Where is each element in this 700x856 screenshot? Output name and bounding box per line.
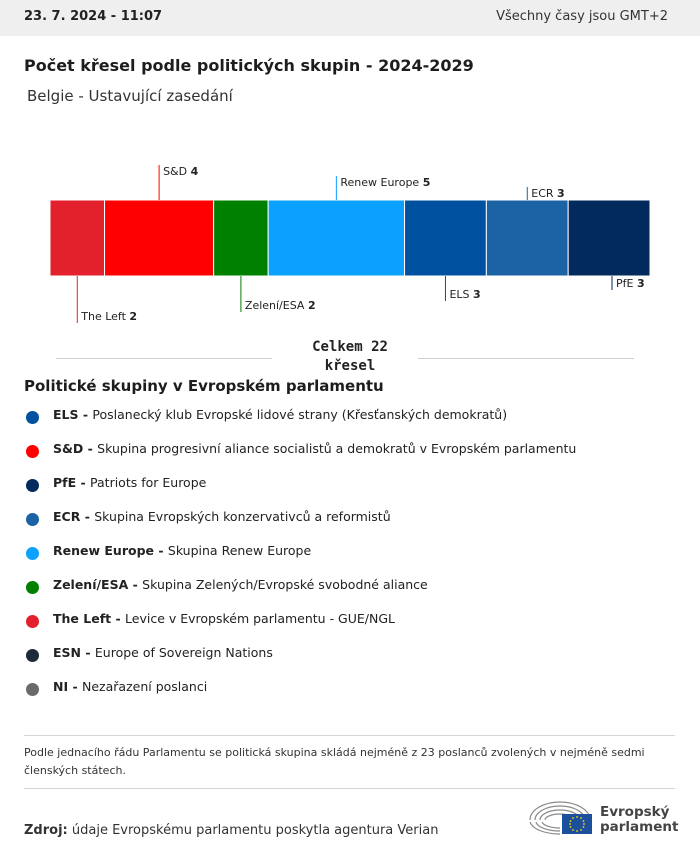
bar-els [405, 200, 487, 276]
data-label-s-d: S&D 4 [163, 165, 199, 178]
legend-text [53, 645, 273, 660]
datetime: 23. 7. 2024 - 11:07 [24, 9, 163, 24]
divider-footnote-bottom [24, 788, 675, 789]
legend-dot-icon [26, 581, 39, 594]
legend-dot-icon [26, 513, 39, 526]
total-seats [270, 338, 430, 376]
legend-abbr: S&D - [53, 441, 98, 456]
source-label: Zdroj: [24, 823, 68, 838]
legend-title: Politické skupiny v Evropském parlamentu [24, 377, 384, 395]
seat-distribution-chart [0, 150, 700, 340]
logo-text [600, 805, 678, 835]
bar-renew-europe [268, 200, 404, 276]
total-seats-count: Celkem 22 [312, 339, 388, 355]
legend-text [53, 611, 395, 626]
legend-name: Skupina progresivní aliance socialistů a demokratů v Evropském parlamentu [97, 441, 577, 456]
legend-name: Skupina Zelených/Evropské svobodné aliance [142, 577, 428, 592]
legend-abbr: NI - [53, 679, 83, 694]
legend-text [53, 475, 206, 490]
legend-dot-icon [26, 649, 39, 662]
legend-name: Poslanecký klub Evropské lidové strany (Křesťanských demokratů) [92, 407, 508, 422]
data-label-els: ELS 3 [449, 288, 481, 301]
bar-s-d [105, 200, 214, 276]
legend-dot-icon [26, 547, 39, 560]
legend-dot-icon [26, 411, 39, 424]
legend-text [53, 441, 576, 456]
legend-abbr: PfE - [53, 475, 91, 490]
data-label-renew-europe: Renew Europe 5 [340, 176, 431, 189]
logo-line2: parlament [600, 819, 679, 835]
bar-pfe [568, 200, 650, 276]
legend-name: Skupina Evropských konzervativců a reformistů [94, 509, 391, 524]
legend-dot-icon [26, 615, 39, 628]
legend-name: Skupina Renew Europe [167, 543, 312, 558]
source [24, 823, 438, 838]
legend-text [53, 577, 428, 592]
legend-name: Patriots for Europe [90, 475, 207, 490]
legend-abbr: Renew Europe - [53, 543, 168, 558]
legend-dot-icon [26, 445, 39, 458]
bar-the-left [50, 200, 105, 276]
logo-line1: Evropský [600, 804, 670, 820]
legend-name: Nezařazení poslanci [82, 679, 208, 694]
footnote: Podle jednacího řádu Parlamentu se politická skupina skládá nejméně z 23 poslanců zvolených v nejméně sedmi členských státech. [24, 746, 645, 777]
total-seats-unit: křesel [324, 358, 376, 374]
legend-text [53, 509, 391, 524]
timezone-note: Všechny časy jsou GMT+2 [496, 9, 668, 24]
divider-right [418, 358, 634, 359]
legend-text [53, 543, 311, 558]
source-text: údaje Evropskému parlamentu poskytla agentura Verian [71, 823, 439, 838]
data-label-ecr: ECR 3 [531, 187, 565, 200]
legend-abbr: ESN - [53, 645, 95, 660]
data-label-the-left: The Left 2 [81, 310, 138, 323]
data-label-zelen-esa: Zelení/ESA 2 [244, 299, 316, 312]
legend-dot-icon [26, 683, 39, 696]
legend-abbr: ECR - [53, 509, 95, 524]
chart-subtitle: Belgie - Ustavující zasedání [27, 87, 233, 105]
bar-ecr [486, 200, 568, 276]
data-label-pfe: PfE 3 [616, 277, 645, 290]
legend-text [53, 407, 507, 422]
divider-left [56, 358, 272, 359]
legend-dot-icon [26, 479, 39, 492]
legend-abbr: The Left - [53, 611, 126, 626]
legend-name: Levice v Evropském parlamentu - GUE/NGL [125, 611, 395, 626]
legend-text [53, 679, 207, 694]
bar-zelen-esa [214, 200, 269, 276]
top-bar [0, 0, 700, 36]
legend-abbr: ELS - [53, 407, 93, 422]
divider-footnote-top [24, 735, 675, 736]
chart-title: Počet křesel podle politických skupin - 2024-2029 [24, 56, 474, 75]
legend-abbr: Zelení/ESA - [53, 577, 143, 592]
legend-name: Europe of Sovereign Nations [94, 645, 273, 660]
